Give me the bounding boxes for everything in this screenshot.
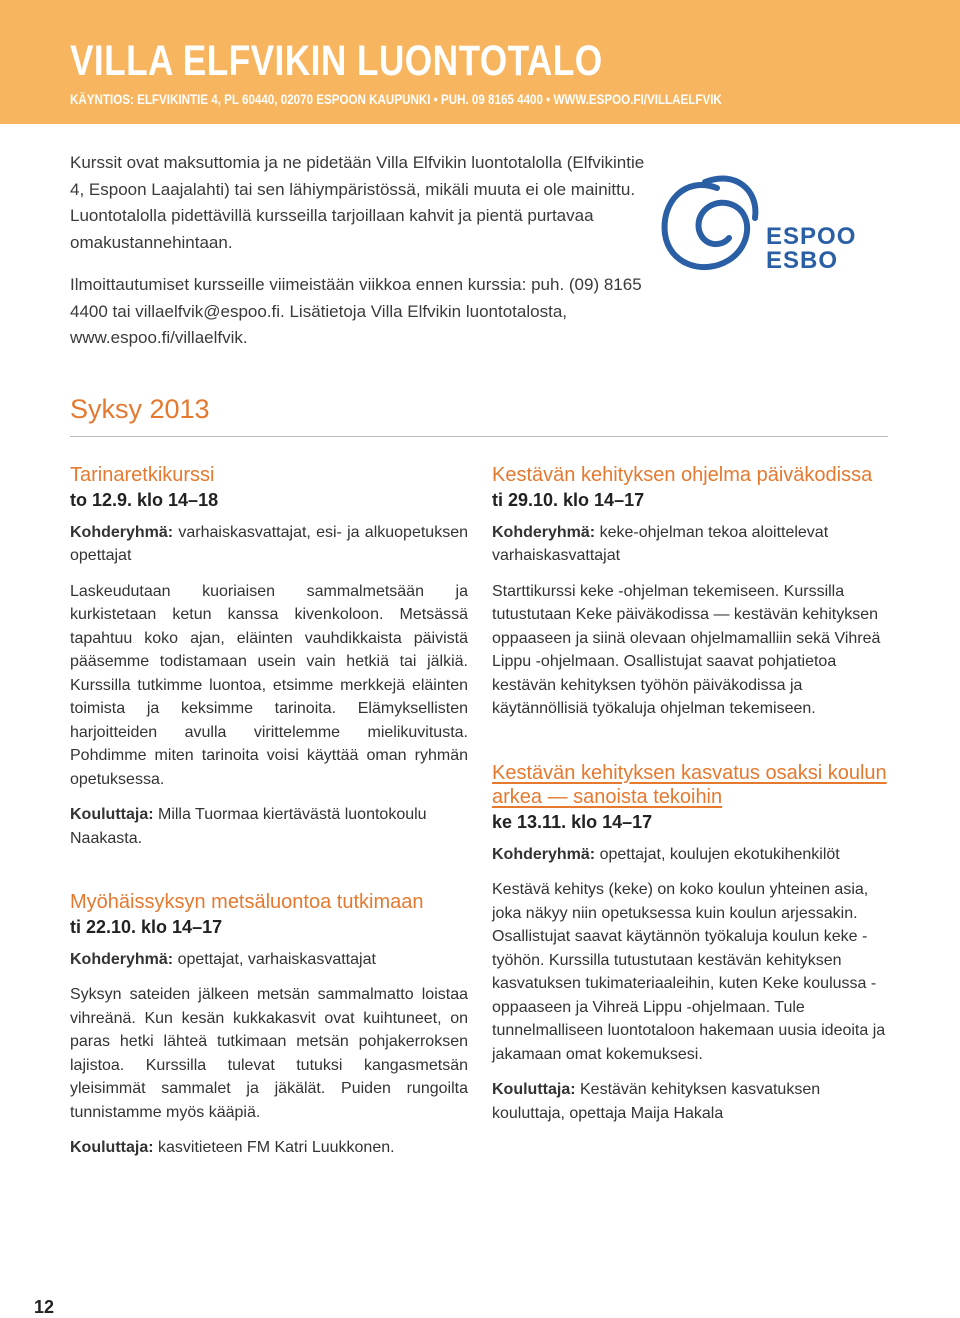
target-label: Kohderyhmä:: [492, 845, 596, 863]
course-target-group: [492, 521, 890, 568]
intro-text: [70, 150, 650, 368]
left-column: [70, 463, 468, 1200]
course-keke-koulu: [492, 761, 890, 1126]
target-value: keke-ohjelman tekoa aloittelevat varhaiskasvattajat: [492, 523, 829, 564]
course-title: Kestävän kehityksen ohjelma päiväkodissa: [492, 464, 873, 486]
course-keke-paivakoti: [492, 463, 890, 721]
course-description: Kestävä kehitys (keke) on koko koulun yhteinen asia, joka näkyy niin opetuksessa kuin koulun arjessakin. Osallistujat saavat käytännön työkaluja koulun keke -työhön. Kurssilla tutustutaan kestävän kehityksen kasvatuksen tukimateriaaleihin, kuten Keke koulussa -oppaaseen ja Vihreä Lippu -ohjelmaan. Tule tunnelmalliseen luontotaloon hakemaan uusia ideoita ja jakamaan omat kokemuksesi.: [492, 881, 886, 1063]
page-number: 12: [34, 1297, 55, 1317]
target-label: Kohderyhmä:: [70, 523, 174, 541]
trainer-label: Kouluttaja:: [70, 806, 154, 823]
course-myohaissyksyn: [70, 890, 468, 1160]
course-target-group: [70, 948, 468, 972]
trainer-label: Kouluttaja:: [492, 1081, 576, 1098]
trainer-value: Kestävän kehityksen kasvatuksen kouluttaja, opettaja Maija Hakala: [492, 1081, 821, 1122]
section-divider: [70, 436, 888, 437]
course-title: Tarinaretkikurssi: [70, 464, 215, 486]
course-target-group: [70, 521, 468, 568]
target-value: opettajat, varhaiskasvattajat: [173, 950, 376, 968]
course-date: ti 22.10. klo 14–17: [70, 916, 223, 937]
logo-line-1: ESPOO: [766, 223, 857, 250]
espoo-logo-text: [766, 225, 856, 273]
intro-paragraph-2: Ilmoittautumiset kursseille viimeistään viikkoa ennen kurssia: puh. (09) 8165 4400 tai villaelfvik@espoo.fi. Lisätietoja Villa Elfvikin luontotalosta, www.espoo.fi/villaelfvik.: [70, 275, 642, 347]
course-trainer: [70, 803, 468, 850]
course-date: ti 29.10. klo 14–17: [492, 489, 645, 510]
logo-line-2: ESBO: [766, 247, 839, 274]
target-value: opettajat, koulujen ekotukihenkilöt: [595, 845, 840, 863]
course-description: Starttikurssi keke -ohjelman tekemiseen. Kurssilla tutustutaan Keke päiväkodissa — kestävän kehityksen oppaaseen ja siinä olevaan ohjelmamalliin sekä Vihreä Lippu -ohjelmaan. Osallistujat saavat pohjatietoa kestävän kehityksen työhön päiväkodissa ja käytännöllisiä työkaluja ohjelman tekemiseen.: [492, 582, 881, 717]
course-title: Kestävän kehityksen kasvatus osaksi koulun arkea — sanoista tekoihin: [492, 761, 887, 808]
trainer-value: kasvitieteen FM Katri Luukkonen.: [153, 1139, 395, 1156]
intro-paragraph-1: Kurssit ovat maksuttomia ja ne pidetään Villa Elfvikin luontotalolla (Elfvikintie 4, Espoon Laajalahti) tai sen lähiympäristössä, mikäli muuta ei ole mainittu. Luontotalolla pidettävillä kursseilla tarjoillaan kahvit ja pientä purtavaa omakustannehintaan.: [70, 153, 645, 252]
target-label: Kohderyhmä:: [492, 523, 596, 541]
course-trainer: [492, 1078, 890, 1125]
course-tarinaretkikurssi: [70, 463, 468, 850]
target-value: varhaiskasvattajat, esi- ja alkuopetuksen opettajat: [70, 523, 468, 564]
course-title: Myöhäissyksyn metsäluontoa tutkimaan: [70, 891, 424, 913]
course-target-group: [492, 843, 890, 867]
course-trainer: [70, 1136, 468, 1160]
course-date: ke 13.11. klo 14–17: [492, 811, 653, 832]
course-date: to 12.9. klo 14–18: [70, 489, 219, 510]
course-description: Syksyn sateiden jälkeen metsän sammalmatto loistaa vihreänä. Kun kesän kukkakasvit ovat kuihtuneet, on paras hetki lähteä tutkimaan metsän pohjakerroksen lajistoa. Kurssilla tulevat tutuksi kangasmetsän yleisimmät sammalet ja jäkälät. Puiden rungoilta tunnistamme myös kääpiä.: [70, 986, 468, 1121]
trainer-value: Milla Tuormaa kiertävästä luontokoulu Naakasta.: [70, 806, 427, 847]
course-description: Laskeudutaan kuoriaisen sammalmetsään ja kurkistetaan ketun kanssa kivenkoloon. Metsässä tapahtuu koko ajan, eläinten vauhdikkaista päivistä pääsemme todistamaan usein vain hetkiä tai jälkiä. Kurssilla tutkimme luontoa, etsimme merkkejä eläinten toimista ja keksimme tarinoita. Elämyksellisten harjoitteiden avulla virittelemme mielikuvitusta. Pohdimme miten tarinoita voisi käyttää oman ryhmän opetuksessa.: [70, 582, 468, 788]
header-band: [0, 0, 960, 124]
page-title: VILLA ELFVIKIN LUONTOTALO: [70, 37, 603, 85]
contact-address: KÄYNTIOS: ELFVIKINTIE 4, PL 60440, 02070 ESPOON KAUPUNKI • PUH. 09 8165 4400 • WWW.ESPOO.FI/VILLAELFVIK: [70, 92, 722, 107]
season-heading: Syksy 2013: [70, 394, 210, 424]
target-label: Kohderyhmä:: [70, 950, 174, 968]
right-column: [492, 463, 890, 1165]
trainer-label: Kouluttaja:: [70, 1139, 154, 1156]
